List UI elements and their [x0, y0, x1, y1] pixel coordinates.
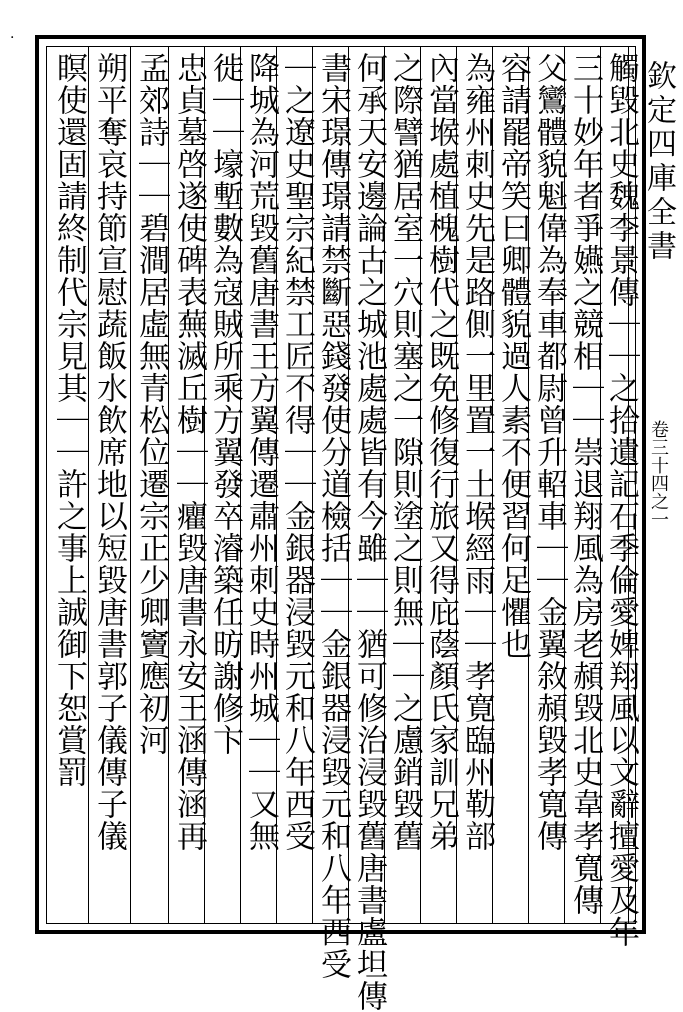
text-column: 父鸞體貌魁偉為奉車都尉曾升軺車｜｜金翼敘頳毀孝寛傳: [531, 52, 567, 852]
juan-number: 卷三十四之一: [648, 420, 669, 528]
text-column: 書宋璟傳璟請禁斷惡錢發使分道檢括｜｜金銀器浸毀元和八年西受: [315, 52, 351, 980]
text-column: 徙｜｜壕塹數為寇賊所乘方翼發卒濬築任昉謝修卞: [207, 52, 243, 756]
text-column: 忠貞墓啓遂使碑表蕪滅丘樹｜｜癯毀唐書永安王涵傳涵再: [171, 52, 207, 852]
text-column: 朔平奪哀持節宣慰蔬飯水飲席地以短毀唐書郭子儀傳子儀: [91, 52, 127, 852]
text-column: 容請罷帝笑曰卿體貌過人素不便習何足懼也: [495, 52, 531, 660]
text-column: ｜之遼史聖宗紀禁工匠不得｜｜金銀器浸毀元和八年西受: [279, 52, 315, 852]
margin-mark: ·: [10, 30, 15, 46]
text-column: 之際譬猶居室一穴則塞之一隙則塗之則無｜｜之慮銷毀舊: [387, 52, 423, 852]
text-column: 瞑使還固請終制代宗見其｜｜許之事上誠御下恕賞罰: [51, 52, 87, 788]
text-column: 三十妙年者爭嬿之競相｜｜崇退翔風為房老頳毀北史韋孝寬傳: [567, 52, 603, 916]
text-column: 觸毀北史魏李景傳｜｜之拾遺記石季倫愛婢翔風以文辭擅愛及年: [603, 52, 639, 948]
text-column: 孟郊詩｜｜碧澗居虛無青松位遷宗正少卿竇應初河: [133, 52, 169, 756]
text-column: 降城為河荒毀舊唐書王方翼傳遷肅州刺史時州城｜｜又無: [243, 52, 279, 852]
text-column: 為雍州刺史先是路側一里置一土堠經雨｜｜孝寛臨州勒部: [459, 52, 495, 852]
text-column: 何承天安邊論古之城池處處皆有今雖｜｜猶可修治浸毀舊唐書盧坦傳: [351, 52, 387, 1012]
text-column: 內當堠處植槐樹代之既免修復行旅又得庇蔭顏氏家訓兄弟: [423, 52, 459, 852]
book-title: 欽定四庫全書: [641, 60, 676, 264]
